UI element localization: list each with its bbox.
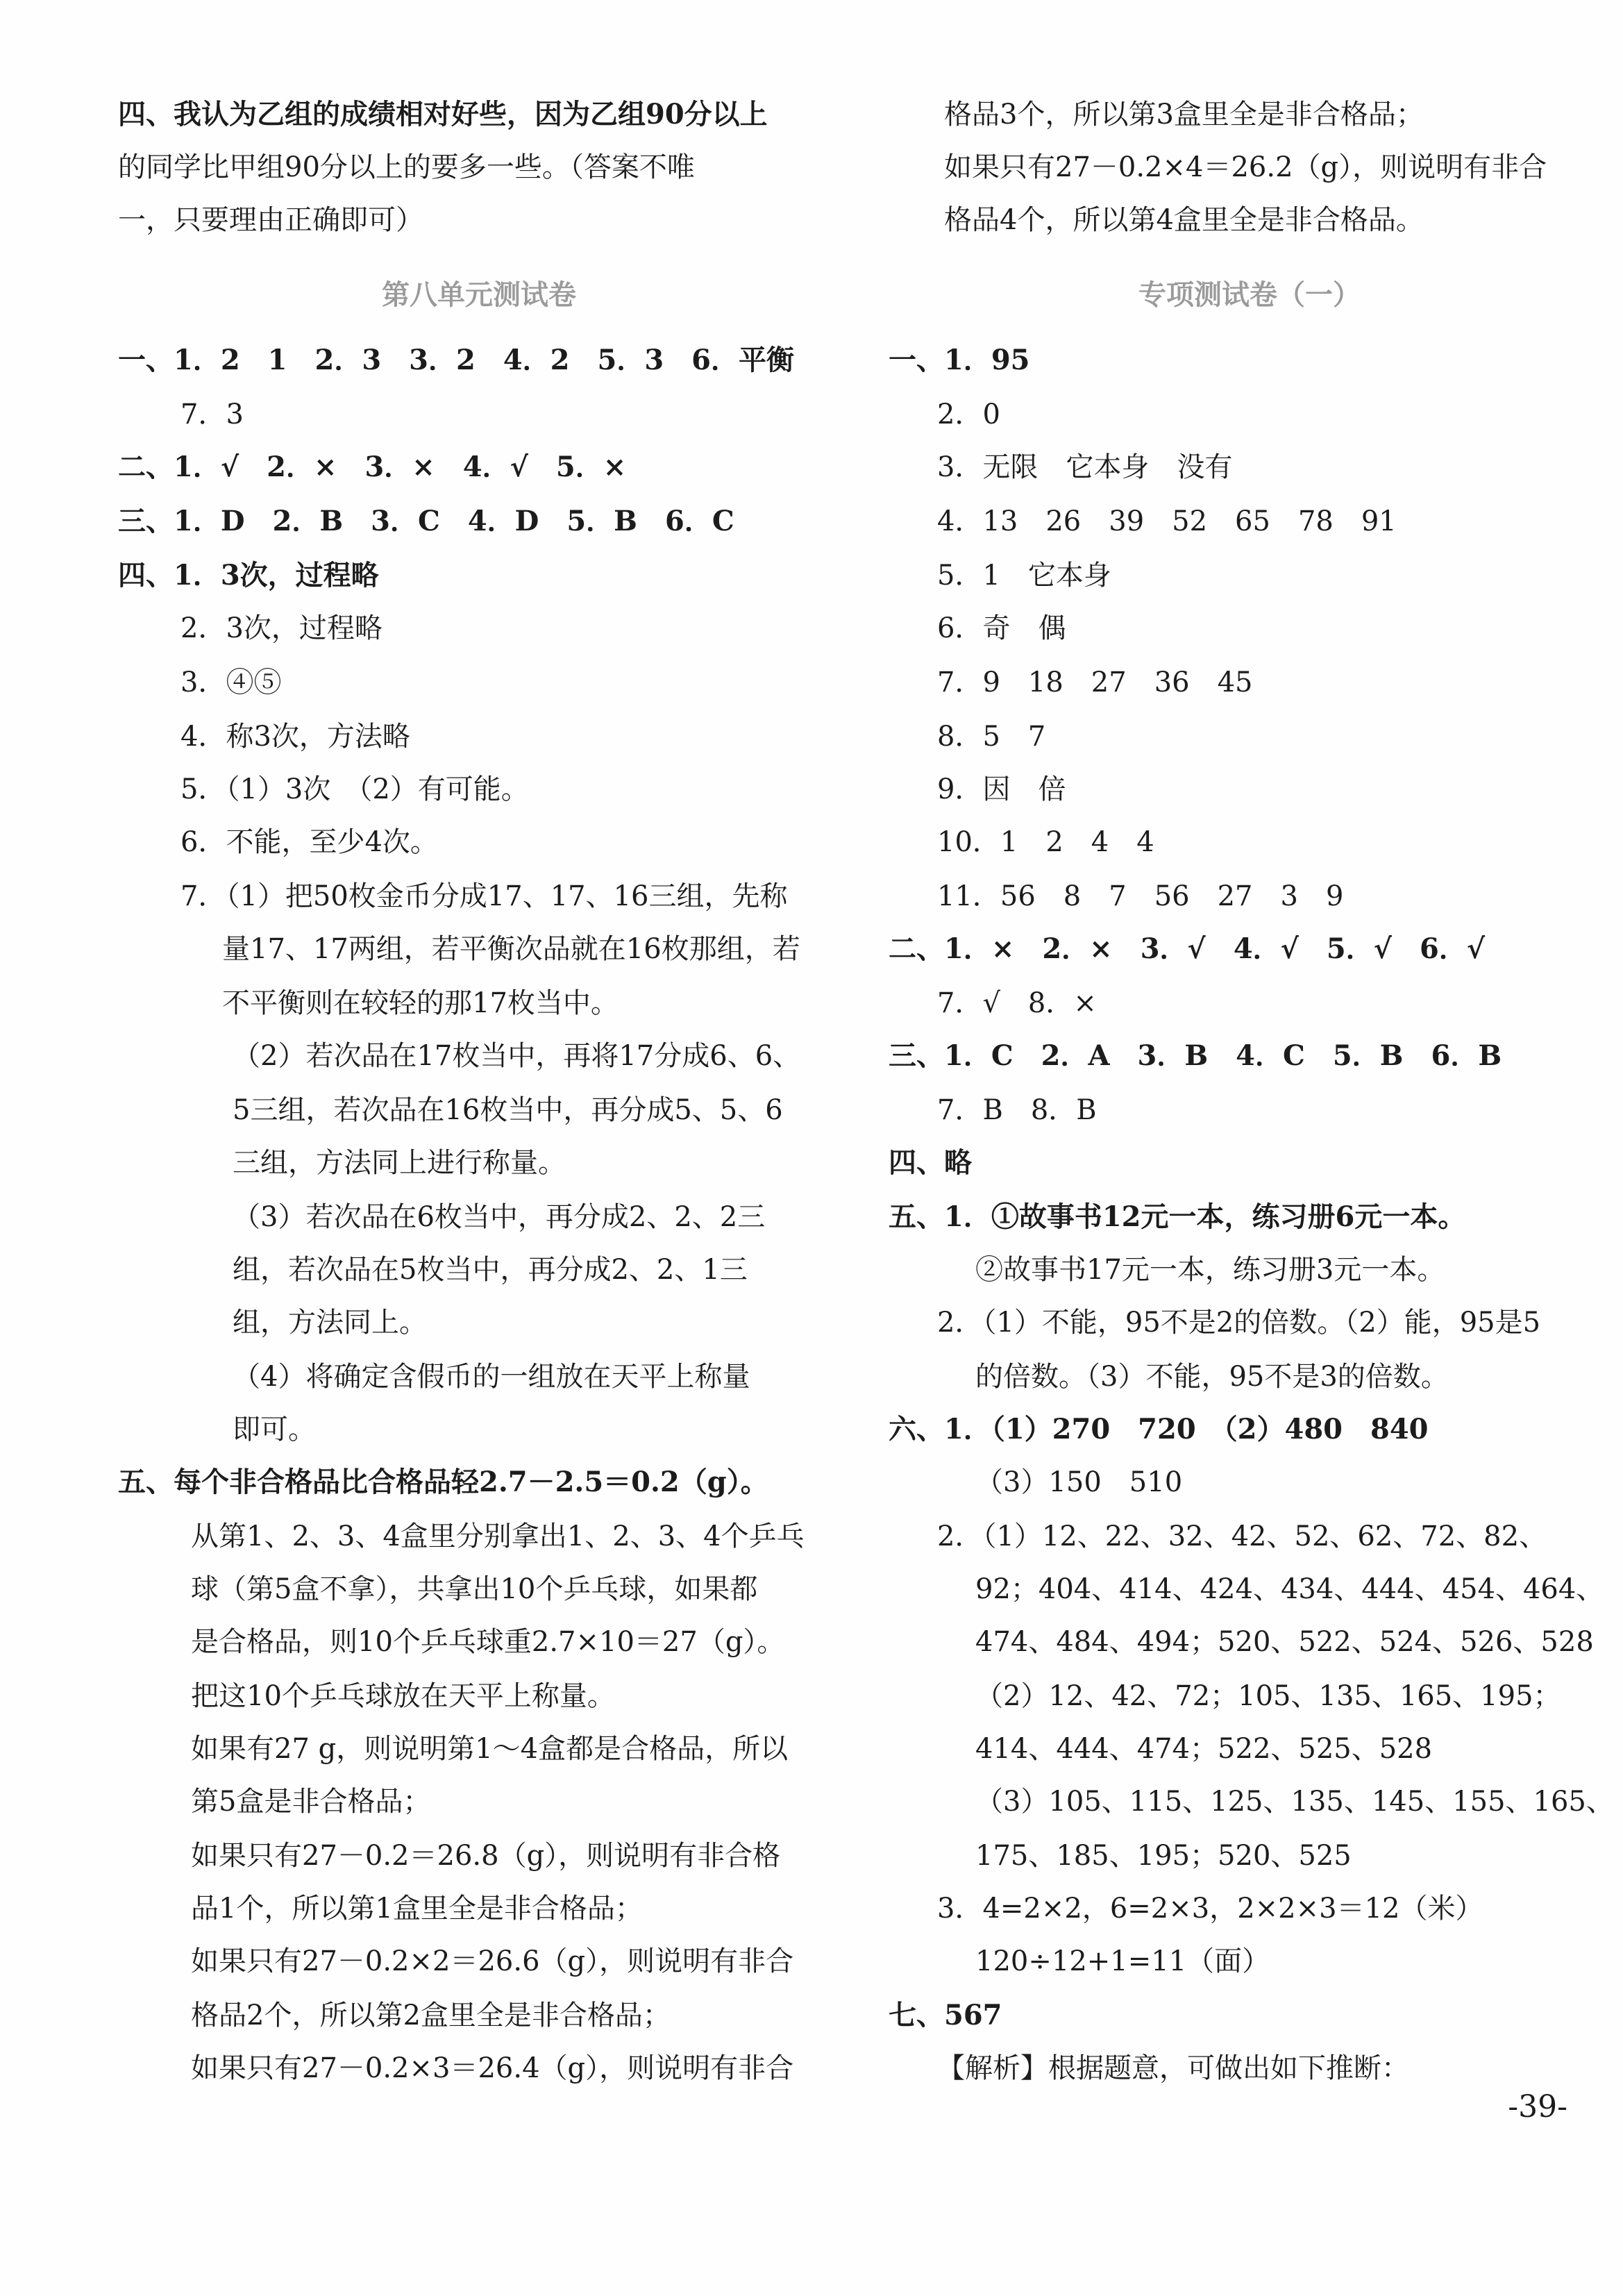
right-line: 6．奇 偶 — [937, 612, 1066, 644]
left-intro-line-2: 的同学比甲组90分以上的要多一些。（答案不唯 — [118, 151, 695, 183]
left-line: 球（第5盒不拿），共拿出10个乒乓球，如果都 — [191, 1573, 758, 1605]
left-line: 3．④⑤ — [180, 667, 282, 698]
left-line: 从第1、2、3、4盒里分别拿出1、2、3、4个乒乓 — [191, 1520, 805, 1552]
right-line: 一、1．95 — [889, 344, 1030, 376]
right-line: 五、1．①故事书12元一本，练习册6元一本。 — [889, 1200, 1466, 1233]
section-heading-special-test: 专项测试卷（一） — [1138, 279, 1361, 311]
right-line: 4．13 26 39 52 65 78 91 — [937, 505, 1397, 537]
right-line: 7．B 8．B — [937, 1094, 1097, 1126]
left-line: 不平衡则在较轻的那17枚当中。 — [222, 987, 619, 1019]
left-line: （4）将确定含假币的一组放在天平上称量 — [233, 1361, 750, 1393]
right-line: 的倍数。（3）不能，95不是3的倍数。 — [975, 1361, 1449, 1393]
right-line: （3）105、115、125、135、145、155、165、 — [975, 1786, 1614, 1818]
left-line: 如果只有27－0.2×3＝26.4（g），则说明有非合 — [191, 2052, 794, 2084]
right-line: 474、484、494；520、522、524、526、528 — [975, 1626, 1594, 1658]
right-line: 175、185、195；520、525 — [975, 1840, 1352, 1872]
right-line: 5．1 它本身 — [937, 560, 1111, 592]
right-line: 四、略 — [889, 1146, 972, 1179]
left-line: 4．称3次，方法略 — [180, 721, 410, 753]
right-line: 414、444、474；522、525、528 — [975, 1733, 1433, 1765]
left-line: 三、1．D 2．B 3．C 4．D 5．B 6．C — [118, 505, 734, 537]
right-line: 9．因 倍 — [937, 773, 1066, 805]
right-line: 7．9 18 27 36 45 — [937, 667, 1253, 698]
right-line: ②故事书17元一本，练习册3元一本。 — [975, 1254, 1445, 1286]
right-line: 8．5 7 — [937, 721, 1046, 753]
right-line: 10．1 2 4 4 — [937, 826, 1154, 858]
right-line: 2．（1）不能，95不是2的倍数。（2）能，95是5 — [937, 1307, 1541, 1339]
left-intro-line-3: 一，只要理由正确即可） — [118, 204, 423, 236]
left-line: 7．（1）把50枚金币分成17、17、16三组，先称 — [180, 880, 788, 912]
right-intro-line-1: 格品3个，所以第3盒里全是非合格品； — [944, 99, 1424, 131]
right-line: 3．4=2×2，6=2×3，2×2×3＝12（米） — [937, 1893, 1483, 1925]
left-line: 即可。 — [233, 1414, 316, 1446]
left-line: 2．3次，过程略 — [180, 612, 382, 644]
right-intro-line-2: 如果只有27－0.2×4＝26.2（g），则说明有非合 — [944, 151, 1547, 183]
right-line: （3）150 510 — [975, 1466, 1183, 1498]
right-line: 三、1．C 2．A 3．B 4．C 5．B 6．B — [889, 1039, 1502, 1072]
left-line: 五、每个非合格品比合格品轻2.7－2.5＝0.2（g）。 — [118, 1466, 768, 1498]
right-line: 2．（1）12、22、32、42、52、62、72、82、 — [937, 1520, 1547, 1552]
right-line: 七、567 — [889, 1999, 1002, 2031]
left-line: 四、1．3次，过程略 — [118, 559, 379, 592]
left-line: 二、1．√ 2．× 3．× 4．√ 5．× — [118, 451, 627, 483]
left-line: 品1个，所以第1盒里全是非合格品； — [191, 1893, 643, 1925]
right-line: 【解析】根据题意，可做出如下推断： — [937, 2052, 1409, 2084]
left-line: 5三组，若次品在16枚当中，再分成5、5、6 — [233, 1094, 783, 1126]
right-line: 92；404、414、424、434、444、454、464、 — [975, 1573, 1604, 1605]
right-line: 六、1．（1）270 720 （2）480 840 — [889, 1413, 1429, 1446]
left-line: 如果只有27－0.2×2＝26.6（g），则说明有非合 — [191, 1945, 794, 1977]
left-line: 7．3 — [180, 399, 244, 430]
left-line: 如果只有27－0.2＝26.8（g），则说明有非合格 — [191, 1840, 781, 1872]
left-line: 5．（1）3次 （2）有可能。 — [180, 773, 529, 805]
left-line: 如果有27 g，则说明第1～4盒都是合格品，所以 — [191, 1733, 789, 1765]
left-line: （3）若次品在6枚当中，再分成2、2、2三 — [233, 1201, 766, 1233]
left-line: 一、1．2 1 2．3 3．2 4．2 5．3 6．平衡 — [118, 344, 794, 376]
left-line: 把这10个乒乓球放在天平上称量。 — [191, 1680, 615, 1712]
right-line: 2．0 — [937, 399, 1000, 430]
right-line: 11．56 8 7 56 27 3 9 — [937, 880, 1344, 912]
right-line: （2）12、42、72；105、135、165、195； — [975, 1680, 1561, 1712]
left-line: 组，方法同上。 — [233, 1307, 427, 1339]
right-line: 7．√ 8．× — [937, 987, 1097, 1019]
right-line: 3．无限 它本身 没有 — [937, 451, 1233, 483]
left-line: 组，若次品在5枚当中，再分成2、2、1三 — [233, 1254, 748, 1286]
page-number: -39- — [1508, 2089, 1567, 2125]
left-line: （2）若次品在17枚当中，再将17分成6、6、 — [233, 1040, 801, 1072]
left-line: 格品2个，所以第2盒里全是非合格品； — [191, 2000, 671, 2031]
right-line: 二、1．× 2．× 3．√ 4．√ 5．√ 6．√ — [889, 932, 1486, 965]
left-intro-line-1: 四、我认为乙组的成绩相对好些，因为乙组90分以上 — [118, 98, 768, 131]
left-line: 是合格品，则10个乒乓球重2.7×10＝27（g）。 — [191, 1626, 785, 1658]
left-line: 第5盒是非合格品； — [191, 1786, 431, 1818]
left-line: 三组，方法同上进行称量。 — [233, 1147, 566, 1179]
right-intro-line-3: 格品4个，所以第4盒里全是非合格品。 — [944, 204, 1424, 236]
right-line: 120÷12+1=11（面） — [975, 1945, 1270, 1977]
section-heading-unit-8: 第八单元测试卷 — [382, 279, 576, 311]
left-line: 6．不能，至少4次。 — [180, 826, 438, 858]
left-line: 量17、17两组，若平衡次品就在16枚那组，若 — [222, 933, 800, 965]
